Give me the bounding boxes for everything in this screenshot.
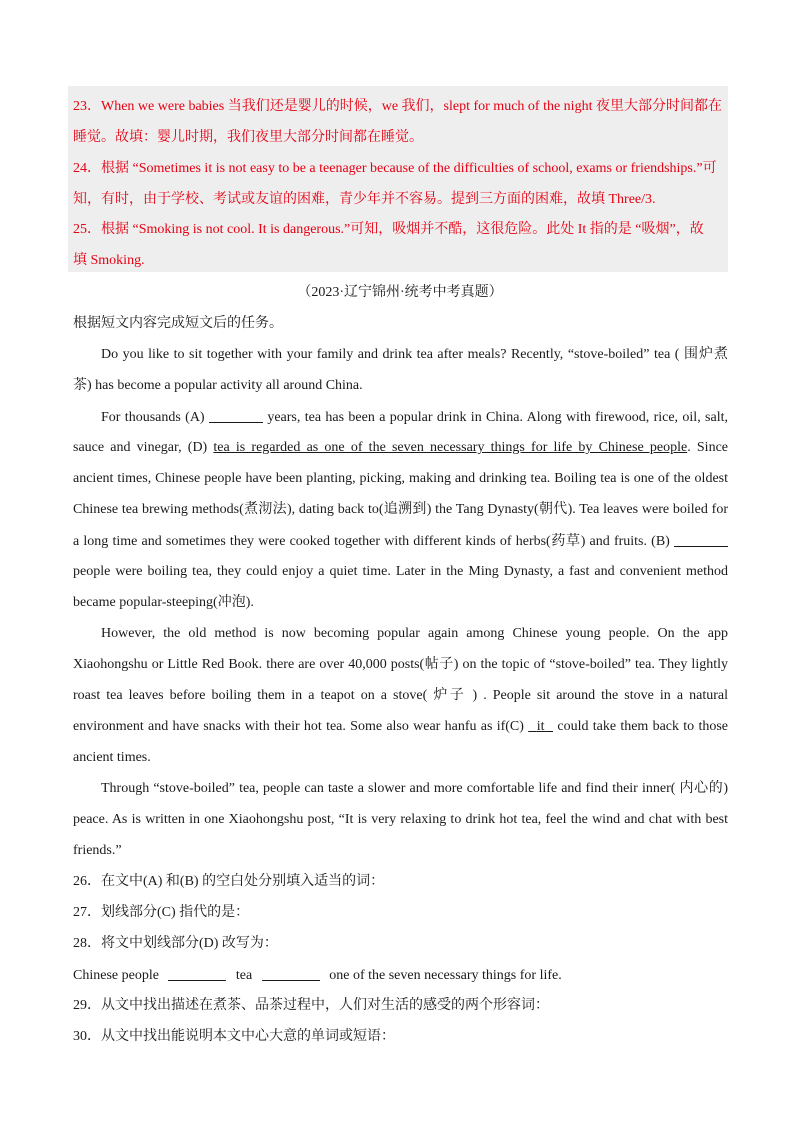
passage-text: years, tea has been a popular drink in China. Along with firewood, rice, oil, salt, xyxy=(267,410,728,425)
question-30: 30．从文中找出能说明本文中心大意的单词或短语： xyxy=(73,1029,395,1044)
answer-25-line-1: 25．根据 “Smoking is not cool. It is dangerous.”可知，吸烟并不酷，这很危险。此处 It 指的是 “吸烟”，故 xyxy=(73,222,704,237)
rewrite-text: one of the seven necessary things for life. xyxy=(329,968,562,983)
rewrite-blank-1 xyxy=(168,965,226,981)
question-27: 27．划线部分(C) 指代的是： xyxy=(73,905,250,920)
passage-p2-line-3: ancient times, Chinese people have been planting, picking, making and drinking tea. Boiling tea is one of the oldest xyxy=(73,471,728,486)
underlined-part-c xyxy=(528,719,553,734)
underlined-word-it: it xyxy=(536,719,545,734)
passage-text: environment and have snacks with their hot tea. Some also wear hanfu as if(C) xyxy=(73,719,524,734)
blank-a xyxy=(209,407,263,423)
question-29: 29．从文中找出描述在煮茶、品茶过程中，人们对生活的感受的两个形容词： xyxy=(73,998,549,1013)
passage-text: . Since xyxy=(687,440,728,455)
rewrite-text: Chinese people xyxy=(73,968,159,983)
passage-p3-line-5: ancient times. xyxy=(73,750,151,765)
passage-p2-line-7: became popular-steeping(冲泡). xyxy=(73,595,254,610)
passage-p2-line-5 xyxy=(73,531,728,552)
passage-p2-line-4: Chinese tea brewing methods(煮沏法), dating back to(追溯到) the Tang Dynasty(朝代). Tea leaves were boiled for xyxy=(73,502,728,517)
passage-p4-line-2: peace. As is written in one Xiaohongshu post, “It is very relaxing to drink hot tea, feel the wind and chat with best xyxy=(73,812,728,827)
passage-text: For thousands (A) xyxy=(101,410,205,425)
task-instruction: 根据短文内容完成短文后的任务。 xyxy=(73,316,283,331)
answer-23-line-1: 23．When we were babies 当我们还是婴儿的时候，we 我们，slept for much of the night 夜里大部分时间都在 xyxy=(73,99,722,114)
answer-23-line-2: 睡觉。故填：婴儿时期，我们夜里大部分时间都在睡觉。 xyxy=(73,130,423,145)
passage-p1-line-2: 茶) has become a popular activity all around China. xyxy=(73,378,363,393)
passage-p3-line-3: roast tea leaves before boiling them in a teapot on a stove( 炉子 ) . People sit around the stove in a natural xyxy=(73,688,728,703)
passage-p3-line-1: However, the old method is now becoming popular again among Chinese young people. On the app xyxy=(101,626,728,641)
passage-p4-line-1: Through “stove-boiled” tea, people can taste a slower and more comfortable life and find their inner( 内心的) xyxy=(101,781,728,796)
rewrite-text: tea xyxy=(235,968,253,983)
question-28-rewrite xyxy=(73,965,728,986)
passage-p3-line-4 xyxy=(73,717,728,737)
passage-p4-line-3: friends.” xyxy=(73,843,122,858)
passage-p3-line-2: Xiaohongshu or Little Red Book. there are over 40,000 posts(帖子) on the topic of “stove-boiled” tea. They lightly xyxy=(73,657,728,672)
passage-p2-line-6: people were boiling tea, they could enjoy a quiet time. Later in the Ming Dynasty, a fast and convenient method xyxy=(73,564,728,579)
answer-24-line-2: 知，有时，由于学校、考试或友谊的困难，青少年并不容易。提到三方面的困难，故填 Three/3. xyxy=(73,192,656,207)
question-26: 26．在文中(A) 和(B) 的空白处分别填入适当的词： xyxy=(73,874,385,889)
passage-text: sauce and vinegar, (D) xyxy=(73,440,208,455)
passage-text: could take them back to those xyxy=(557,719,729,734)
underlined-part-d: tea is regarded as one of the seven necessary things for life by Chinese people xyxy=(213,440,688,455)
answer-25-line-2: 填 Smoking. xyxy=(73,253,145,268)
question-28: 28．将文中划线部分(D) 改写为： xyxy=(73,936,278,951)
passage-p2-line-2 xyxy=(73,438,728,458)
passage-p2-line-1 xyxy=(101,407,728,428)
passage-text: a long time and sometimes they were cooked together with different kinds of herbs(药草) and fruits. (B) xyxy=(73,534,670,549)
rewrite-blank-2 xyxy=(262,965,320,981)
passage-p1-line-1: Do you like to sit together with your family and drink tea after meals? Recently, “stove-boiled” tea ( 围炉煮 xyxy=(101,347,728,362)
blank-b xyxy=(674,531,728,547)
exam-source: （2023·辽宁锦州·统考中考真题） xyxy=(297,285,503,300)
answer-24-line-1: 24．根据 “Sometimes it is not easy to be a teenager because of the difficulties of school, exams or friendships.”可 xyxy=(73,161,717,176)
